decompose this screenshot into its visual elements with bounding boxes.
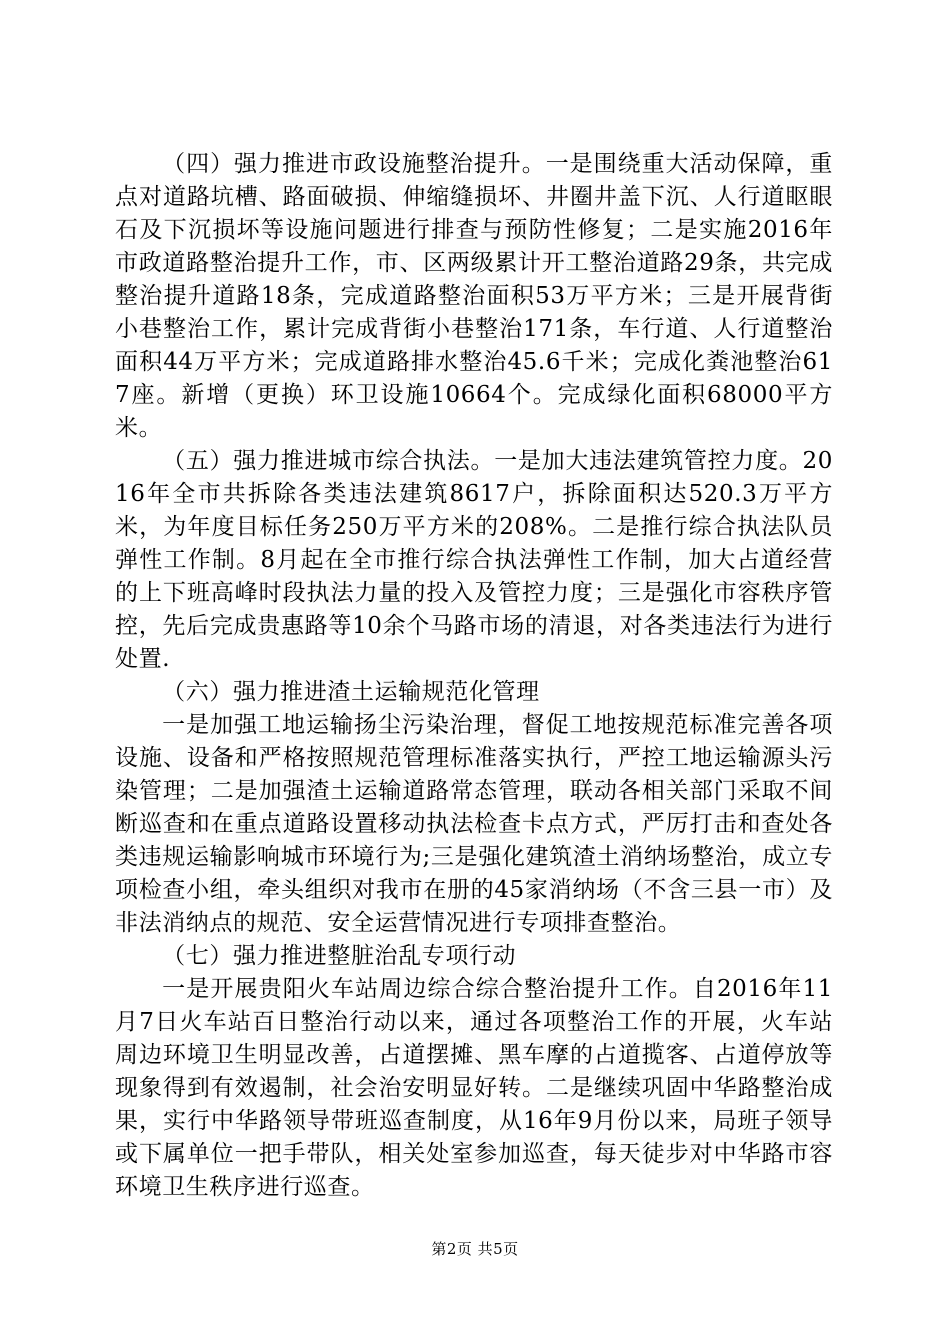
paragraph-muck-transport: 一是加强工地运输扬尘污染治理，督促工地按规范标准完善各项设施、设备和严格按照规范管理标准落实执行，严控工地运输源头污染管理；二是加强渣土运输道路常态管理，联动各相关部门采取不间断巡查和在重点道路设置移动执法检查卡点方式，严厉打击和查处各类违规运输影响城市环境行为;三是强化建筑渣土消纳场整治，成立专项检查小组，牵头组织对我市在册的45家消纳场（不含三县一市）及非法消纳点的规范、安全运营情况进行专项排查整治。 (115, 712, 833, 936)
section-heading-clean-up-campaign: （七）强力推进整脏治乱专项行动 (162, 943, 517, 969)
page-number-footer: 第2页 共5页 (431, 1240, 519, 1258)
paragraph-comprehensive-enforcement: （五）强力推进城市综合执法。一是加大违法建筑管控力度。2016年全市共拆除各类违法建筑8617户，拆除面积达520.3万平方米，为年度目标任务250万平方米的208%。二是推行综合执法队员弹性工作制。8月起在全市推行综合执法弹性工作制，加大占道经营的上下班高峰时段执法力量的投入及管控力度；三是强化市容秩序管控，先后完成贵惠路等10余个马路市场的清退，对各类违法行为进行处置. (115, 448, 833, 672)
document-body (115, 148, 833, 1204)
paragraph-clean-up-campaign: 一是开展贵阳火车站周边综合综合整治提升工作。自2016年11月7日火车站百日整治行动以来，通过各项整治工作的开展，火车站周边环境卫生明显改善，占道摆摊、黑车摩的占道揽客、占道停放等现象得到有效遏制，社会治安明显好转。二是继续巩固中华路整治成果，实行中华路领导带班巡查制度，从16年9月份以来，局班子领导或下属单位一把手带队，相关处室参加巡查，每天徒步对中华路市容环境卫生秩序进行巡查。 (115, 976, 833, 1200)
paragraph-municipal-facilities: （四）强力推进市政设施整治提升。一是围绕重大活动保障，重点对道路坑槽、路面破损、伸缩缝损坏、井圈井盖下沉、人行道眍眼石及下沉损坏等设施问题进行排查与预防性修复；二是实施2016年市政道路整治提升工作，市、区两级累计开工整治道路29条，共完成整治提升道路18条，完成道路整治面积53万平方米；三是开展背街小巷整治工作，累计完成背街小巷整治171条，车行道、人行道整治面积44万平方米；完成道路排水整治45.6千米；完成化粪池整治617座。新增（更换）环卫设施10664个。完成绿化面积68000平方米。 (115, 151, 833, 441)
section-heading-muck-transport: （六）强力推进渣土运输规范化管理 (162, 679, 540, 705)
